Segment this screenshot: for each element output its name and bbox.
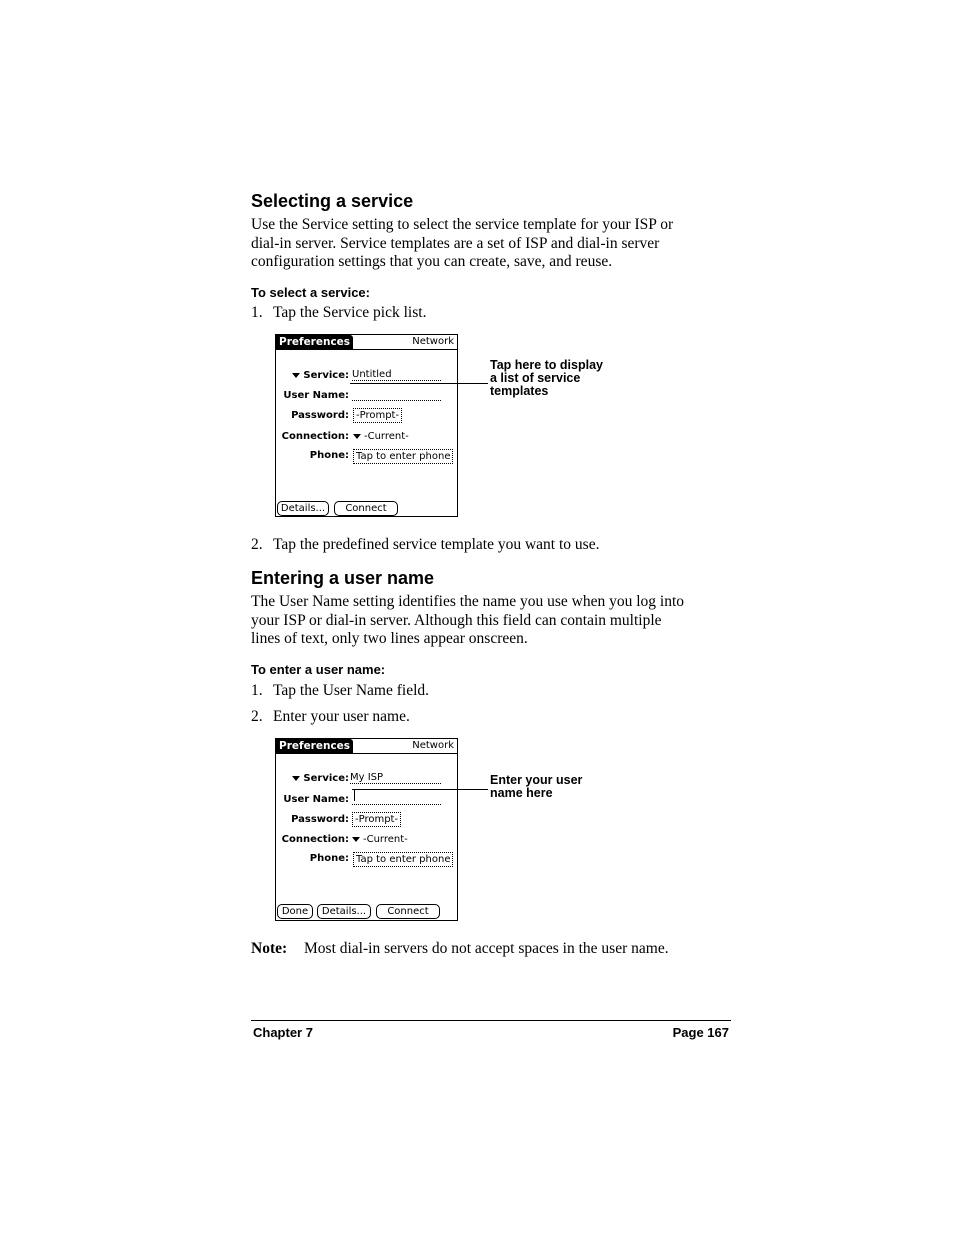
footer-chapter: Chapter 7: [253, 1025, 313, 1040]
dropdown-triangle-icon: [292, 776, 300, 781]
details-button[interactable]: Details...: [277, 501, 329, 516]
note-text: Most dial-in servers do not accept spaces in the user name.: [304, 940, 669, 957]
connection-picker[interactable]: [352, 834, 408, 845]
service-picker-trigger[interactable]: [292, 773, 349, 784]
step-item: [251, 708, 410, 726]
section-heading-entering-user-name: Entering a user name: [251, 568, 435, 588]
connect-button[interactable]: Connect: [376, 904, 440, 919]
dropdown-triangle-icon: [292, 373, 300, 378]
paragraph-line: The User Name setting identifies the name you use when you log into: [251, 593, 685, 610]
service-value[interactable]: My ISP: [350, 772, 441, 784]
connection-label: Connection:: [281, 834, 349, 845]
callout-line: a list of service: [490, 371, 581, 385]
step-item: [251, 536, 599, 554]
procedure-heading: To enter a user name:: [251, 662, 386, 677]
step-text: Tap the Service pick list.: [273, 304, 427, 321]
callout-service: [490, 359, 650, 398]
procedure-heading: To select a service:: [251, 285, 370, 300]
username-label: User Name:: [283, 794, 349, 805]
step-number: 2.: [251, 708, 263, 725]
callout-leader-line: [350, 383, 488, 384]
palm-screen-username: [275, 738, 458, 921]
phone-field[interactable]: Tap to enter phone: [353, 449, 453, 464]
text-cursor: [354, 790, 355, 801]
step-item: [251, 304, 426, 322]
footer-page-number: Page 167: [672, 1025, 729, 1040]
service-value[interactable]: Untitled: [352, 369, 441, 381]
password-field[interactable]: -Prompt-: [353, 408, 402, 423]
app-title: Preferences: [276, 335, 353, 349]
section-paragraph: [251, 216, 741, 272]
connect-button[interactable]: Connect: [334, 501, 398, 516]
paragraph-line: dial-in server. Service templates are a set of ISP and dial-in server: [251, 234, 660, 252]
username-label: User Name:: [283, 390, 349, 401]
dropdown-triangle-icon: [352, 837, 360, 842]
step-text: Tap the User Name field.: [273, 682, 430, 699]
callout-line: Enter your user: [490, 773, 583, 787]
dropdown-triangle-icon: [353, 434, 361, 439]
username-field[interactable]: [352, 389, 441, 401]
paragraph-line: your ISP or dial-in server. Although this field can contain multiple: [251, 611, 662, 629]
service-picker-trigger[interactable]: [292, 370, 349, 381]
phone-field[interactable]: Tap to enter phone: [353, 852, 453, 867]
service-label: Service:: [303, 773, 349, 784]
service-label: Service:: [303, 370, 349, 381]
callout-username: [490, 774, 650, 800]
section-paragraph: [251, 593, 741, 649]
done-button[interactable]: Done: [277, 904, 313, 919]
step-text: Tap the predefined service template you want to use.: [273, 536, 600, 553]
note-label: Note:: [251, 940, 288, 957]
password-label: Password:: [291, 410, 349, 421]
step-number: 2.: [251, 536, 263, 553]
callout-line: templates: [490, 384, 549, 398]
palm-screen-service: [275, 334, 458, 517]
callout-leader-line: [352, 789, 488, 790]
step-item: [251, 682, 429, 700]
details-button[interactable]: Details...: [317, 904, 371, 919]
password-label: Password:: [291, 814, 349, 825]
step-number: 1.: [251, 304, 263, 321]
step-text: Enter your user name.: [273, 708, 410, 725]
paragraph-line: Use the Service setting to select the service template for your ISP or: [251, 216, 674, 233]
phone-label: Phone:: [309, 853, 349, 864]
title-bar: [276, 739, 457, 754]
connection-value: -Current-: [364, 431, 409, 442]
password-field[interactable]: -Prompt-: [352, 812, 401, 827]
note: [251, 940, 669, 958]
app-title: Preferences: [276, 739, 353, 753]
connection-picker[interactable]: [353, 431, 409, 442]
phone-label: Phone:: [309, 450, 349, 461]
category-label[interactable]: Network: [412, 740, 454, 751]
section-heading-selecting-service: Selecting a service: [251, 191, 414, 211]
paragraph-line: lines of text, only two lines appear onscreen.: [251, 630, 528, 648]
connection-label: Connection:: [281, 431, 349, 442]
footer-rule: [251, 1020, 731, 1021]
category-label[interactable]: Network: [412, 336, 454, 347]
title-bar: [276, 335, 457, 350]
callout-line: name here: [490, 786, 553, 800]
paragraph-line: configuration settings that you can create, save, and reuse.: [251, 253, 613, 271]
callout-line: Tap here to display: [490, 358, 603, 372]
step-number: 1.: [251, 682, 263, 699]
connection-value: -Current-: [363, 834, 408, 845]
username-field[interactable]: [352, 792, 441, 805]
